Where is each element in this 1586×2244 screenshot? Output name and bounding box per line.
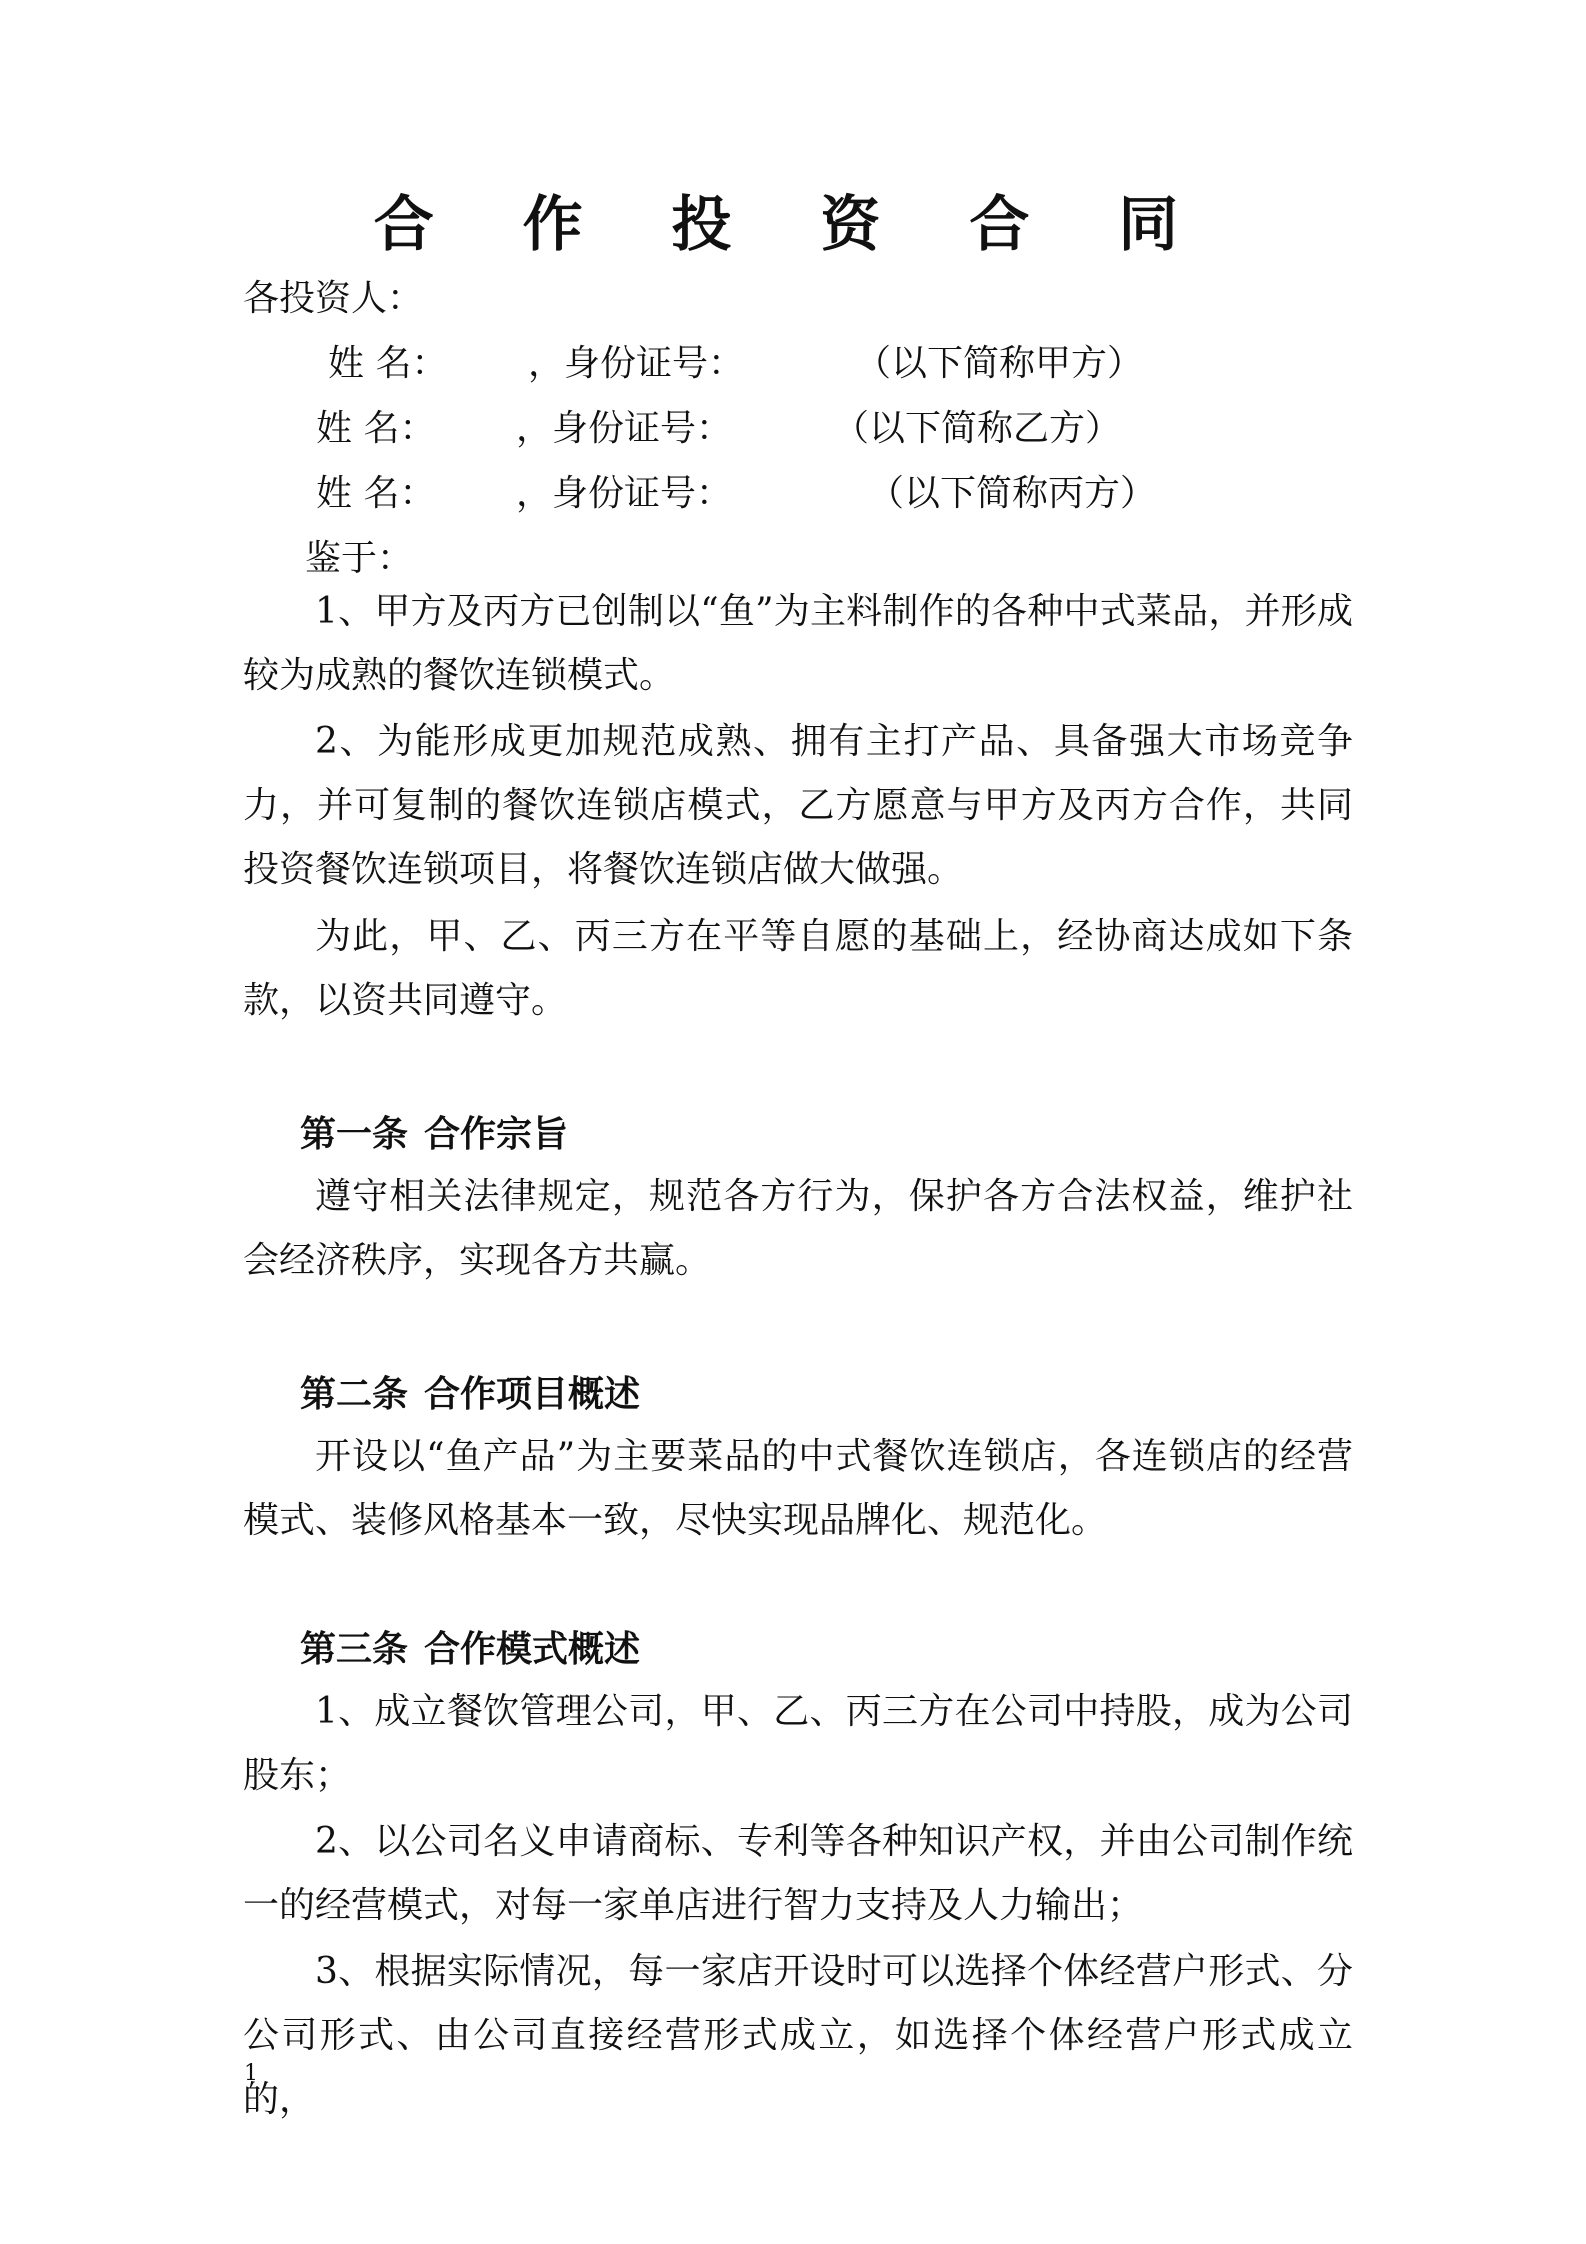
article-1-heading	[300, 1110, 568, 1158]
party-line-yi	[0, 405, 1586, 453]
party-name-label: 姓 名：	[316, 473, 436, 514]
article-2-paragraph: 开设以“鱼产品”为主要菜品的中式餐饮连锁店，各连锁店的经营模式、装修风格基本一致，尽快实现品牌化、规范化。	[243, 1436, 1353, 1541]
document-title: 合 作 投 资 合 同	[373, 190, 1213, 260]
party-id-label: ，身份证号：	[516, 473, 733, 514]
article-3-paragraph-1: 1、成立餐饮管理公司，甲、乙、丙三方在公司中持股，成为公司股东；	[243, 1691, 1353, 1796]
party-id-label: ，身份证号：	[528, 343, 745, 384]
party-alias: （以下简称甲方）	[855, 343, 1144, 384]
party-alias: （以下简称乙方）	[833, 408, 1122, 449]
party-alias: （以下简称丙方）	[868, 473, 1157, 514]
article-number: 第三条	[300, 1628, 409, 1670]
party-name-label: 姓 名：	[328, 343, 448, 384]
article-3-heading	[300, 1625, 640, 1673]
recital-3: 为此，甲、乙、丙三方在平等自愿的基础上，经协商达成如下条款，以资共同遵守。	[243, 916, 1353, 1021]
party-id-label: ，身份证号：	[516, 408, 733, 449]
page-number: 1	[244, 2061, 258, 2086]
article-1-paragraph: 遵守相关法律规定，规范各方行为，保护各方合法权益，维护社会经济秩序，实现各方共赢。	[243, 1176, 1353, 1281]
article-title: 合作宗旨	[424, 1113, 569, 1155]
recital-1: 1、甲方及丙方已创制以“鱼”为主料制作的各种中式菜品，并形成较为成熟的餐饮连锁模式。	[243, 591, 1353, 696]
article-title: 合作模式概述	[424, 1628, 641, 1670]
article-number: 第一条	[300, 1113, 409, 1155]
party-line-jia	[0, 340, 1586, 388]
article-3-paragraph-2: 2、以公司名义申请商标、专利等各种知识产权，并由公司制作统一的经营模式，对每一家单店进行智力支持及人力输出；	[243, 1821, 1353, 1926]
party-line-bing	[0, 470, 1586, 518]
party-name-label: 姓 名：	[316, 408, 436, 449]
recital-2: 2、为能形成更加规范成熟、拥有主打产品、具备强大市场竞争力，并可复制的餐饮连锁店模式，乙方愿意与甲方及丙方合作，共同投资餐饮连锁项目，将餐饮连锁店做大做强。	[243, 721, 1353, 890]
salutation: 各投资人：	[243, 278, 424, 319]
article-2-heading	[300, 1370, 640, 1418]
article-title: 合作项目概述	[424, 1373, 641, 1415]
article-number: 第二条	[300, 1373, 409, 1415]
whereas-label: 鉴于：	[305, 538, 414, 579]
article-3-paragraph-3: 3、根据实际情况，每一家店开设时可以选择个体经营户形式、分公司形式、由公司直接经营形式成立，如选择个体经营户形式成立的，	[243, 1951, 1353, 2120]
